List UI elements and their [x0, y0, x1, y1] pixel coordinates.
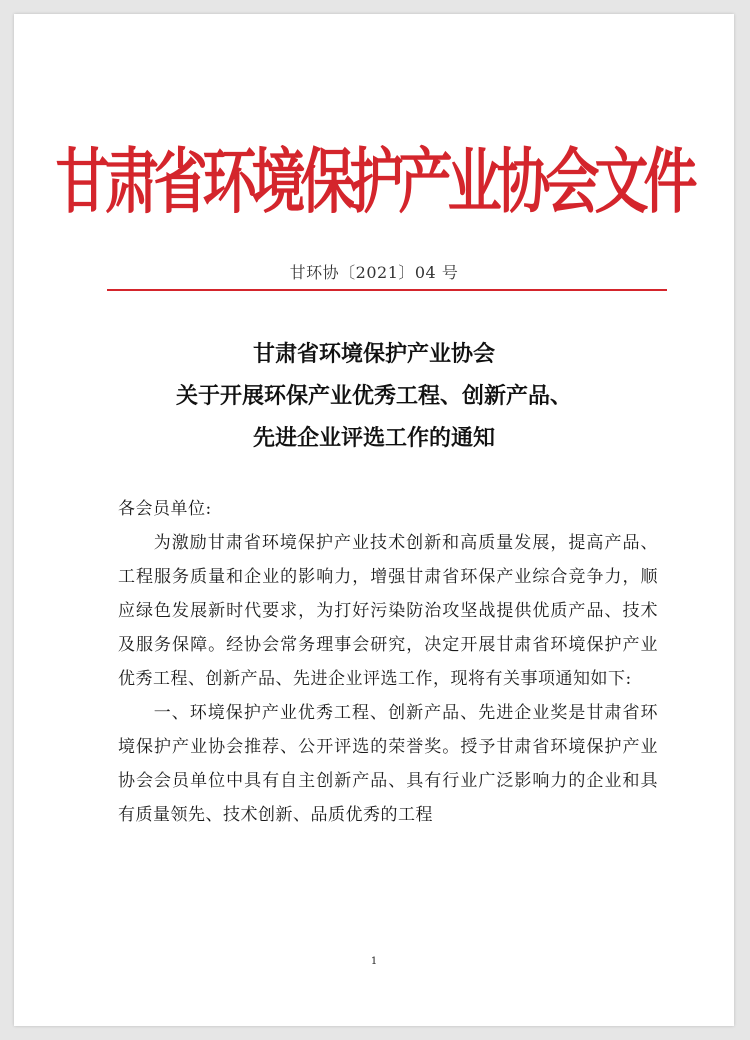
body-paragraph-1: 为激励甘肃省环境保护产业技术创新和高质量发展，提高产品、工程服务质量和企业的影响力，增强甘肃省环保产业综合竞争力，顺应绿色发展新时代要求，为打好污染防治攻坚战提供优质产品、技术及服务保障。经协会常务理事会研究，决定开展甘肃省环境保护产业优秀工程、创新产品、先进企业评选工作，现将有关事项通知如下:	[118, 533, 658, 689]
notice-title-line-3: 先进企业评选工作的通知	[252, 426, 495, 451]
salutation: 各会员单位:	[118, 499, 212, 519]
body-paragraph-2: 一、环境保护产业优秀工程、创新产品、先进企业奖是甘肃省环境保护产业协会推荐、公开评选的荣誉奖。授予甘肃省环境保护产业协会会员单位中具有自主创新产品、具有行业广泛影响力的企业和具有质量领先、技术创新、品质优秀的工程	[118, 703, 658, 825]
notice-title	[14, 334, 734, 460]
notice-body	[118, 492, 658, 832]
document-header-title: 甘肃省环境保护产业协会文件	[55, 139, 693, 223]
page-number: 1	[370, 956, 378, 967]
notice-title-line-2: 关于开展环保产业优秀工程、创新产品、	[175, 384, 572, 409]
document-page	[14, 14, 734, 1026]
red-divider-line	[107, 289, 667, 291]
notice-title-line-1: 甘肃省环境保护产业协会	[252, 342, 495, 367]
document-number: 甘环协〔2021〕04 号	[289, 263, 459, 282]
